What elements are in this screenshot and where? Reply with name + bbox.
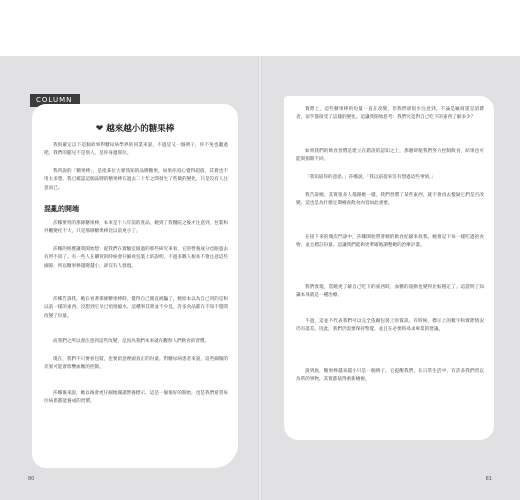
body-paragraph: 莎娜後來說，她以後會更仔細地閱讀營養標示。這是一個很好的開始，也是我們希望每位病患都能養成的習慣。 [44, 391, 228, 405]
body-paragraph: 在接下來的幾次門診中，莎娜開始帶著她的飲食紀錄來找我。她會記下每一樣吃過的食物，並且標註份量。這讓我們能夠更準確地調整她的治療計畫。 [296, 235, 484, 249]
body-paragraph: 不過，這並不代表我們可以完全依賴包裝上的資訊。有時候，標示上的數字和實際情況仍有落差。因此，我們仍需要保持警覺，並且在必要時尋求專業的建議。 [296, 319, 484, 333]
body-paragraph: 現在，我們不只要看包裝，也要留意裡頭真正的份量。對糖尿病患者來說，這些細微的差異可能會影響血糖的控制。 [44, 357, 228, 371]
body-paragraph: 如果我們的飲食習慣是建立在錯誤的認知之上，那麼即使我們努力控制飲食，結果也可能與預期不同。 [296, 149, 484, 163]
book-spread [0, 56, 520, 500]
body-paragraph: 我們發現，當她更了解自己吃下的東西時，血糖的波動也變得比較穩定了。這證明了知識本身就是一種治療。 [296, 285, 484, 299]
section-heading: 混亂的開端 [44, 205, 79, 213]
left-page [0, 56, 258, 500]
intro-paragraph: 我很確定以下這個故事對糖尿病學界的同業來說，不過是又一個例子，你不免也聽過吧。我們的題兒不是別人，是你身邊那位。 [44, 143, 228, 157]
body-paragraph: 說到底，糖果棒越來越小只是一個例子。它提醒我們，在日常生活中，有許多我們習以為常的事物，其實都值得重新檢視。 [296, 369, 484, 383]
intro-paragraph: 我所說的「糖果棒」，是指某位大眾熟知的品牌糖果，如果你真心覺得超值，其實也不用太多想。我已確認這個品牌的糖果棒在過去二十年之間發生了些微的變化，只是沒有人注意而已。 [44, 169, 228, 191]
broken-heart-icon: ❤ [95, 124, 104, 134]
column-panel-continued [284, 96, 494, 440]
body-paragraph: 我告訴她，其實很多人都跟她一樣。我們習慣了某些東西，就不會再去懷疑它們是否改變。這也是為什麼定期檢查飲食內容如此重要。 [296, 193, 484, 207]
body-paragraph: 莎娜告訴我，她在看著那條糖果棒時，覺得自己簡直被騙了。她原本以為自己買的是和以前一樣的東西，沒想到它早已悄悄縮水。這種事其實並不少見，許多食品都在不知不覺間改變了份量。 [44, 297, 228, 319]
column-title-text: 越來越小的糖果棒 [106, 124, 175, 134]
body-paragraph: 而我們之所以會注意到這些改變，是因為我們本來就在觀察人們飲食的習慣。 [53, 339, 210, 344]
page-number: 80 [28, 476, 35, 482]
body-paragraph: 「我知道你的意思，」莎娜說，「我以前從來沒有想過這些事情。」 [305, 175, 436, 180]
column-panel [32, 104, 238, 468]
column-title [32, 122, 238, 134]
body-paragraph: 莎娜的經歷讓我開始想：從我們在實驗室做過的那些研究來看，它的營養成分也跟過去有所不同了。有一些人在購買的時候會仔細看包裝上的說明，不過多數人根本不會注意這些細節，所以糖果棒越變越小，卻沒有人發現。 [44, 247, 228, 269]
body-paragraph: 莎娜要買的那條糖果棒，本來是十八年前的產品，她到了我醫院之後才注意到，包裝和外觀變化不大，只是那條糖果棒比以前更小了。 [44, 221, 228, 235]
page-number: 81 [485, 476, 492, 482]
body-paragraph: 實際上，這些糖果棒的份量一直在改變，但我們卻很少注意到。不論是廠商還是消費者，似乎都接受了這樣的變化。這讓我開始思考：我們究竟對自己吃下的東西了解多少？ [296, 107, 484, 121]
column-label: COLUMN [30, 94, 80, 107]
right-page [262, 56, 520, 500]
